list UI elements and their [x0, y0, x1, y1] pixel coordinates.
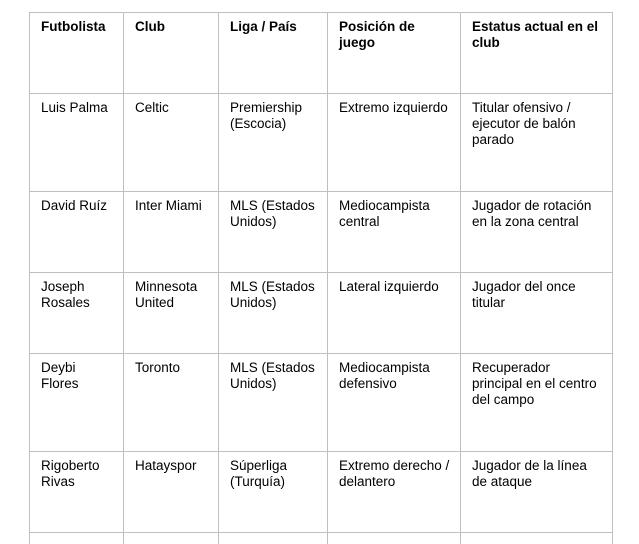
header-futbolista: Futbolista [30, 13, 124, 94]
cell-empty [124, 533, 219, 544]
cell-liga-pais: MLS (Estados Unidos) [219, 273, 328, 354]
cell-liga-pais: MLS (Estados Unidos) [219, 354, 328, 452]
cell-posicion: Mediocampista defensivo [328, 354, 461, 452]
cell-liga-pais: MLS (Estados Unidos) [219, 192, 328, 273]
header-posicion: Posición de juego [328, 13, 461, 94]
cell-liga-pais: Súperliga (Turquía) [219, 452, 328, 533]
table-row-empty [30, 533, 613, 544]
cell-posicion: Extremo derecho / delantero [328, 452, 461, 533]
cell-estatus: Recuperador principal en el centro del campo [461, 354, 613, 452]
cell-empty [30, 533, 124, 544]
cell-posicion: Lateral izquierdo [328, 273, 461, 354]
cell-estatus: Titular ofensivo / ejecutor de balón parado [461, 94, 613, 192]
players-table [29, 12, 613, 544]
cell-club: Inter Miami [124, 192, 219, 273]
header-club: Club [124, 13, 219, 94]
cell-estatus: Jugador del once titular [461, 273, 613, 354]
cell-empty [328, 533, 461, 544]
cell-futbolista: Luis Palma [30, 94, 124, 192]
cell-club: Celtic [124, 94, 219, 192]
table-row [30, 452, 613, 533]
table-row [30, 354, 613, 452]
table-row [30, 273, 613, 354]
table-row [30, 192, 613, 273]
cell-empty [219, 533, 328, 544]
header-estatus: Estatus actual en el club [461, 13, 613, 94]
table-header-row [30, 13, 613, 94]
cell-futbolista: Joseph Rosales [30, 273, 124, 354]
cell-club: Hatayspor [124, 452, 219, 533]
table-row [30, 94, 613, 192]
cell-futbolista: Deybi Flores [30, 354, 124, 452]
cell-posicion: Mediocampista central [328, 192, 461, 273]
cell-club: Minnesota United [124, 273, 219, 354]
cell-estatus: Jugador de rotación en la zona central [461, 192, 613, 273]
cell-estatus: Jugador de la línea de ataque [461, 452, 613, 533]
cell-futbolista: Rigoberto Rivas [30, 452, 124, 533]
cell-posicion: Extremo izquierdo [328, 94, 461, 192]
header-liga-pais: Liga / País [219, 13, 328, 94]
cell-liga-pais: Premiership (Escocia) [219, 94, 328, 192]
cell-club: Toronto [124, 354, 219, 452]
cell-empty [461, 533, 613, 544]
cell-futbolista: David Ruíz [30, 192, 124, 273]
